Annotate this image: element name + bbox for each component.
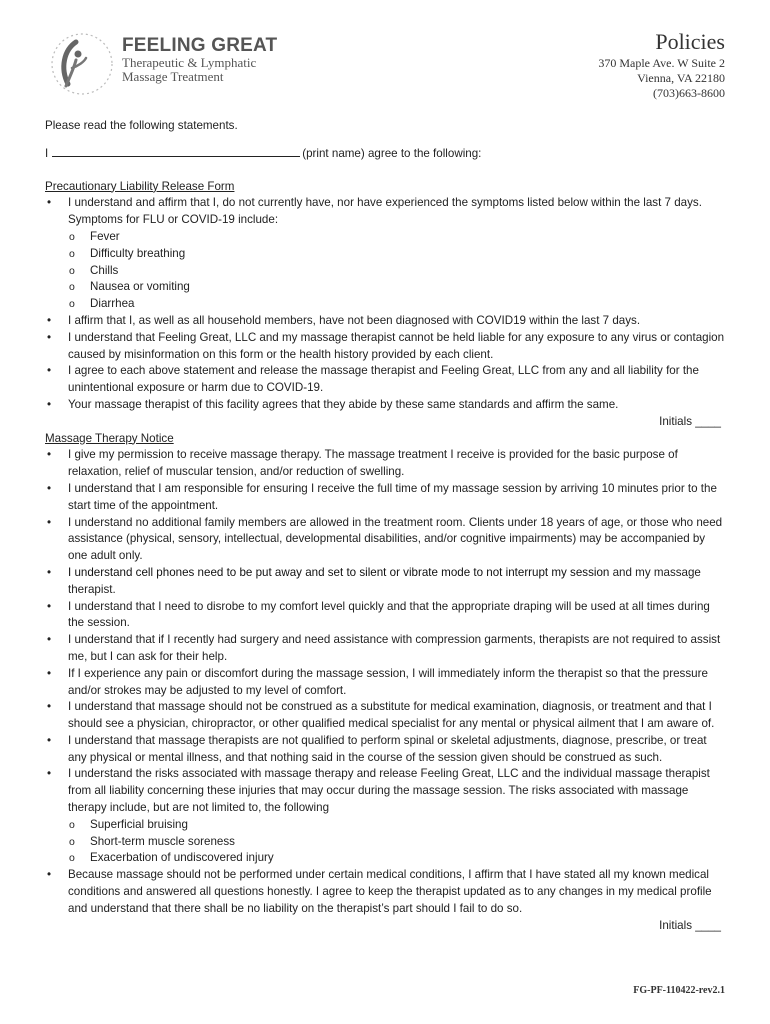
list-item bbox=[45, 195, 725, 313]
list-item: • If I experience any pain or discomfort during the massage session, I will immediately inform the therapist so that the pressure and/or strokes may be adjusted to my level of comfort. bbox=[45, 666, 725, 700]
form-code: FG-PF-110422-rev2.1 bbox=[633, 985, 725, 996]
header-right bbox=[598, 28, 725, 101]
brand-tagline-1: Therapeutic & Lymphatic bbox=[122, 55, 257, 70]
initials-field-1[interactable]: Initials ____ bbox=[659, 414, 721, 428]
symptom-item: o Difficulty breathing bbox=[68, 246, 725, 263]
address-line-1: 370 Maple Ave. W Suite 2 bbox=[598, 56, 725, 70]
list-item-text: I understand and affirm that I, do not currently have, nor have experienced the symptoms listed below within the last 7 days. Symptoms for FLU or COVID-19 include: bbox=[68, 196, 702, 227]
brand-name: FEELING GREAT bbox=[122, 35, 278, 56]
list-item: • I understand that massage should not be construed as a substitute for medical examination, diagnosis, or treatment and that I should see a physician, chiropractor, or other qualified medical specialist for any mental or physical ailment that I am aware of. bbox=[45, 699, 725, 733]
liability-list bbox=[45, 195, 725, 413]
list-item: • I affirm that I, as well as all household members, have not been diagnosed with COVID19 within the last 7 days. bbox=[45, 313, 725, 330]
list-item: • I give my permission to receive massage therapy. The massage treatment I receive is provided for the basic purpose of relaxation, relief of muscular tension, and/or reduction of swelling. bbox=[45, 447, 725, 481]
logo-figure-icon bbox=[46, 28, 126, 100]
list-item bbox=[45, 565, 725, 599]
massage-notice-heading: Massage Therapy Notice bbox=[45, 431, 174, 445]
symptom-list bbox=[68, 229, 725, 313]
liability-release-heading: Precautionary Liability Release Form bbox=[45, 179, 235, 193]
risk-list bbox=[68, 817, 725, 867]
list-item: • I understand that I am responsible for ensuring I receive the full time of my massage session by arriving 10 minutes prior to the start time of the appointment. bbox=[45, 481, 725, 515]
name-suffix: (print name) agree to the following: bbox=[302, 146, 482, 160]
list-item: • I agree to each above statement and release the massage therapist and Feeling Great, LLC from any and all liability for the unintentional exposure or harm due to COVID-19. bbox=[45, 363, 725, 397]
symptom-item: o Nausea or vomiting bbox=[68, 279, 725, 296]
phone-number: (703)663-8600 bbox=[653, 86, 725, 100]
list-item-text: and my massage therapist. bbox=[68, 565, 701, 596]
list-item: • Your massage therapist of this facility agrees that they abide by these same standards and affirm the same. bbox=[45, 397, 725, 414]
list-item: • I understand no additional family members are allowed in the treatment room. Clients under 18 years of age, or those who need assistance (physical, sensory, intellectual, developmental disabilities, and/or cognitive impairments) may be accompanied by one adult only. bbox=[45, 515, 725, 565]
notice-list bbox=[45, 447, 725, 917]
list-item: • Because massage should not be performed under certain medical conditions, I affirm that I have stated all my known medical conditions and answered all questions honestly. I agree to keep the therapist updated as to any changes in my medical profile and understand that there shall be no liability on the therapist’s part should I fail to do so. bbox=[45, 867, 725, 917]
list-item bbox=[45, 766, 725, 867]
list-item-text-bold: I understand cell phones need to be put away and set to silent or vibrate mode to not interrupt my session bbox=[68, 565, 610, 579]
list-item: • I understand that if I recently had surgery and need assistance with compression garments, therapists are not required to assist me, but I can ask for their help. bbox=[45, 632, 725, 666]
initials-field-2[interactable]: Initials ____ bbox=[659, 918, 721, 932]
symptom-item: o Fever bbox=[68, 229, 725, 246]
document-body bbox=[45, 118, 725, 934]
address-line-2: Vienna, VA 22180 bbox=[637, 71, 725, 85]
name-prefix: I bbox=[45, 146, 49, 160]
risk-item: o Exacerbation of undiscovered injury bbox=[68, 850, 725, 867]
brand-block bbox=[122, 36, 277, 84]
symptom-item: o Diarrhea bbox=[68, 296, 725, 313]
list-item-text: I understand the risks associated with massage therapy and release Feeling Great, LLC and the individual massage therapist from all liability concerning these injuries that may occur during the massage session. The risks associated with massage therapy include, but are not limited to, the following bbox=[68, 767, 710, 815]
document-title: Policies bbox=[655, 29, 725, 54]
brand-tagline-2: Massage Treatment bbox=[122, 69, 224, 84]
list-item: • I understand that Feeling Great, LLC and my massage therapist cannot be held liable for any exposure to any virus or contagion caused by misinformation on this form or the health history provided by each client. bbox=[45, 330, 725, 364]
symptom-item: o Chills bbox=[68, 263, 725, 280]
agreement-line bbox=[45, 145, 725, 163]
print-name-field[interactable] bbox=[52, 145, 300, 157]
list-item: • I understand that massage therapists are not qualified to perform spinal or skeletal adjustments, diagnose, prescribe, or treat any physical or mental illness, and that nothing said in the course of the session given should be construed as such. bbox=[45, 733, 725, 767]
risk-item: o Superficial bruising bbox=[68, 817, 725, 834]
list-item: • I understand that I need to disrobe to my comfort level quickly and that the appropriate draping will be used at all times during the session. bbox=[45, 599, 725, 633]
risk-item: o Short-term muscle soreness bbox=[68, 834, 725, 851]
read-statement: Please read the following statements. bbox=[45, 119, 238, 132]
